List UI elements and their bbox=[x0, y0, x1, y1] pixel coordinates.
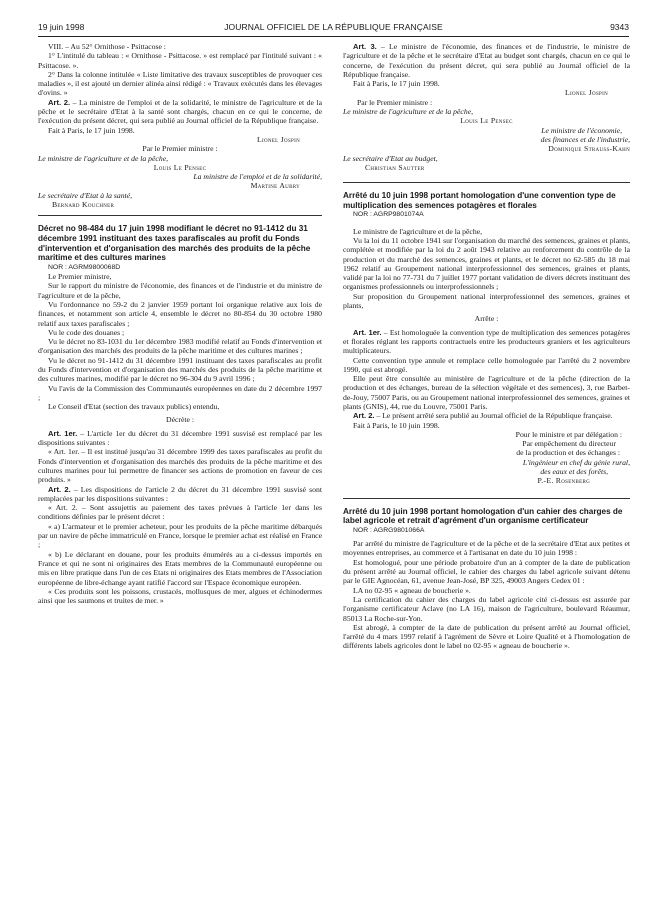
article-label: Art. 2. bbox=[48, 97, 71, 107]
quoted-article: « b) Le déclarant en douane, pour les produits énumérés au a ci-dessus importés en France et qui ne sont ni originaires des Etats membres de la Communauté européenne ou mis en libre pratique dans l'un de ces Etats ni originaires des Etats membres de l'Association européenne de libre-échange ayant ratifié l'accord sur l'Espace économique européen. bbox=[38, 549, 322, 587]
decrete-heading: Décrète : bbox=[166, 415, 194, 425]
paragraph: Le Premier ministre, bbox=[48, 272, 112, 282]
signatory-name: Christian Sautter bbox=[365, 162, 425, 172]
left-column bbox=[38, 42, 322, 605]
paragraph: Vu le décret no 91-1412 du 31 décembre 1991 instituant des taxes parafiscales au profit du Fonds d'intervention et d'organisation des marchés des produits de la pêche maritime et des cultures marines, modifié par le décret no 96-304 du 9 avril 1996 ; bbox=[38, 355, 322, 384]
signatory-name: Dominique Strauss-Kahn bbox=[548, 144, 630, 154]
paragraph: Vu la loi du 11 octobre 1941 sur l'organisation du marché des semences, graines et plants, complétée et modifiée par la loi du 2 août 1943 relative au renforcement du contrôle de la production et du marché des semences, graines et plants, et le décret no 62-585 du 18 mai 1962 relatif au Groupement national interprofessionnel des semences, graines et plants, validé par la loi no 77-731 du 7 juillet 1977 portant validation de divers décrets instituant des organismes professionnels ou interprofessionnels ; bbox=[343, 235, 630, 292]
fait-line: Fait à Paris, le 10 juin 1998. bbox=[353, 420, 440, 430]
article-label: Art. 2. bbox=[353, 411, 375, 421]
article-label: Art. 3. bbox=[353, 42, 377, 51]
par-line: Par le Premier ministre : bbox=[357, 97, 433, 107]
paragraph: Vu le décret no 83-1031 du 1er décembre 1983 modifié relatif au Fonds d'intervention et d'organisation des marchés des produits de la pêche maritime et des cultures marines ; bbox=[38, 337, 322, 356]
signatory-title: Le secrétaire d'Etat à la santé, bbox=[38, 190, 133, 200]
paragraph: VIII. – Au 52° Ornithose - Psittacose : bbox=[48, 42, 166, 51]
paragraph: Le Conseil d'Etat (section des travaux publics) entendu, bbox=[48, 402, 220, 412]
paragraph: 2° Dans la colonne intitulée « Liste limitative des travaux susceptibles de provoquer ces maladies », il est ajouté un dernier alinéa ainsi rédigé : « Travaux exécutés dans les élevages d'ovins. » bbox=[38, 69, 322, 98]
signatory-title: Le ministre de l'agriculture et de la pêche, bbox=[38, 153, 169, 163]
header-page-number: 9343 bbox=[610, 22, 629, 32]
quoted-article: « Art. 1er. – Il est institué jusqu'au 31 décembre 1999 des taxes parafiscales au profit du Fonds d'intervention et d'organisation des marchés des produits de la pêche maritime et des cultures marines pour lui permettre de financer ses actions de promotion en faveur de ces produits. » bbox=[38, 447, 322, 485]
signatory-name: P.-E. Rosenberg bbox=[537, 476, 590, 486]
delegation-line: Par empêchement du directeur bbox=[522, 439, 616, 449]
article-text: – Est homologuée la convention type de multiplication des semences potagères et florales réglant les rapports contractuels entre les producteurs graniers et les agriculteurs multiplicateurs. bbox=[343, 327, 631, 356]
signature-name: Lionel Jospin bbox=[257, 134, 300, 144]
fait-line: Fait à Paris, le 17 juin 1998. bbox=[48, 125, 135, 135]
delegation-line: de la production et des échanges : bbox=[516, 448, 620, 458]
paragraph: Est abrogé, à compter de la date de publication du présent arrêté au Journal officiel, l'arrêté du 4 mars 1997 relatif à l'agrément de Sèvre et Loire Qualité et à l'homologation de différents labels agricoles dont le label no 02-95 « agneau de boucherie ». bbox=[343, 622, 630, 651]
fait-line: Fait à Paris, le 17 juin 1998. bbox=[353, 79, 440, 89]
signatory-title: La ministre de l'emploi et de la solidarité, bbox=[193, 172, 322, 182]
signatory-title: des finances et de l'industrie, bbox=[540, 134, 630, 144]
signatory-name: Louis Le Pensec bbox=[153, 162, 207, 172]
signatory-name: Louis Le Pensec bbox=[460, 116, 513, 126]
paragraph: LA no 02-95 « agneau de boucherie ». bbox=[353, 585, 471, 595]
section-divider bbox=[343, 498, 630, 499]
signatory-title: Le ministre de l'économie, bbox=[541, 125, 622, 135]
nor-reference: NOR : AGRM9800068D bbox=[48, 263, 121, 271]
article-paragraph bbox=[343, 411, 630, 420]
arrete-title: Arrêté du 10 juin 1998 portant homologation d'une convention type de multiplication des semences potagères et florales bbox=[343, 191, 616, 210]
quoted-article: « Art. 2. – Sont assujettis au paiement des taxes prévues à l'article 1er dans les conditions définies par le présent décret : bbox=[38, 503, 322, 522]
nor-reference: NOR : AGRG9801066A bbox=[353, 526, 425, 534]
paragraph: Cette convention type annule et remplace celle homologuée par l'arrêté du 2 novembre 1990, qui est abrogé. bbox=[343, 355, 630, 374]
nor-reference: NOR : AGRP9801074A bbox=[353, 211, 424, 219]
delegation-line: Pour le ministre et par délégation : bbox=[515, 429, 622, 439]
article-paragraph bbox=[38, 429, 322, 448]
paragraph: 1° L'intitulé du tableau : « Ornithose - Psittacose. » est remplacé par l'intitulé suivant : « Psittacose. ». bbox=[38, 51, 322, 70]
signatory-name: Bernard Kouchner bbox=[52, 200, 115, 210]
section-divider bbox=[343, 182, 630, 183]
right-column bbox=[343, 42, 630, 651]
arrete-heading: Arrête : bbox=[474, 314, 499, 324]
quoted-article: « a) L'armateur et le premier acheteur, pour les produits de la pêche maritime débarqués par un navire de pêche immatriculé en France, lorsque le premier achat est réalisé en France ; bbox=[38, 521, 322, 550]
arrete-title: Arrêté du 10 juin 1998 portant homologation d'un cahier des charges de label agricole et retrait d'agrément d'un organisme certificateur bbox=[343, 506, 623, 526]
paragraph: Sur proposition du Groupement national interprofessionnel des semences, graines et plants, bbox=[343, 291, 630, 311]
article-paragraph bbox=[343, 42, 630, 79]
delegation-line: L'ingénieur en chef du génie rural, bbox=[522, 457, 630, 467]
header-journal-title: JOURNAL OFFICIEL DE LA RÉPUBLIQUE FRANÇAISE bbox=[224, 22, 443, 32]
paragraph: Par arrêté du ministre de l'agriculture et de la pêche et de la secrétaire d'Etat aux petites et moyennes entreprises, au commerce et à l'artisanat en date du 10 juin 1998 : bbox=[343, 539, 630, 558]
quoted-article: « Ces produits sont les poissons, crustacés, mollusques de mer, algues et échinodermes ainsi que les saumons et truites de mer. » bbox=[38, 586, 322, 606]
article-label: Art. 1er. bbox=[353, 327, 382, 337]
article-text: – Les dispositions de l'article 2 du décret du 31 décembre 1991 susvisé sont remplacées par les dispositions suivantes : bbox=[38, 484, 322, 503]
par-line: Par le Premier ministre : bbox=[142, 144, 218, 154]
header-rule bbox=[38, 36, 629, 37]
article-text: – Le ministre de l'économie, des finances et de l'industrie, le ministre de l'agriculture et de la pêche et le secrétaire d'Etat au budget sont chargés, chacun en ce qui le concerne, de l'exécution du présent décret, qui sera publié au Journal officiel de la République française. bbox=[343, 42, 630, 79]
signatory-title: Le secrétaire d'Etat au budget, bbox=[343, 153, 438, 163]
decree-title: Décret no 98-484 du 17 juin 1998 modifiant le décret no 91-1412 du 31 décembre 1991 instituant des taxes parafiscales au profit du Fonds d'intervention et d'organisation des marchés des produits de la pêche maritime et des cultures marines bbox=[38, 224, 311, 263]
article-paragraph bbox=[343, 328, 630, 356]
paragraph: Vu l'ordonnance no 59-2 du 2 janvier 1959 portant loi organique relative aux lois de finances, et notamment son article 4, ensemble le décret no 80-854 du 30 octobre 1980 relatif aux taxes parafiscales ; bbox=[38, 299, 322, 328]
header-date: 19 juin 1998 bbox=[38, 22, 85, 32]
paragraph: La certification du cahier des charges du label agricole cité ci-dessus est assurée par l'organisme certificateur Aclave (no LA 16), maison de l'agriculture, boulevard Réaumur, 85013 La Roche-sur-Yon. bbox=[343, 594, 630, 623]
paragraph: Vu l'avis de la Commission des Communautés européennes en date du 2 décembre 1997 ; bbox=[38, 383, 322, 402]
article-label: Art. 2. bbox=[48, 484, 71, 494]
paragraph: Est homologué, pour une période probatoire d'un an à compter de la date de publication du présent arrêté au Journal officiel, le cahier des charges du label agricole suivant détenu par le GIE Agnocéan, 61, avenue Jean-José, BP 325, 49003 Angers Cedex 01 : bbox=[343, 557, 630, 586]
article-paragraph bbox=[38, 98, 322, 126]
article-paragraph bbox=[38, 485, 322, 504]
paragraph: Vu le code des douanes ; bbox=[48, 327, 125, 337]
paragraph: Le ministre de l'agriculture et de la pêche, bbox=[353, 226, 483, 236]
signatory-name: Martine Aubry bbox=[250, 181, 300, 191]
signatory-title: Le ministre de l'agriculture et de la pêche, bbox=[343, 107, 474, 117]
paragraph: Elle peut être consultée au ministère de l'agriculture et de la pêche (direction de la production et des échanges, bureau de la sélection végétale et des semences), 3, rue Barbet-de-Jouy, 75007 Paris, ou au Groupement national interprofessionnel des semences, graines et plants (GNIS), 44, rue du Louvre, 75001 Paris. bbox=[343, 374, 630, 411]
article-text: – Le présent arrêté sera publié au Journal officiel de la République française. bbox=[374, 411, 613, 421]
article-label: Art. 1er. bbox=[48, 428, 78, 438]
page-header bbox=[38, 22, 629, 36]
paragraph: Sur le rapport du ministre de l'économie, des finances et de l'industrie et du ministre de l'agriculture et de la pêche, bbox=[38, 281, 322, 300]
article-text: – L'article 1er du décret du 31 décembre 1991 susvisé est remplacé par les dispositions suivantes : bbox=[38, 428, 323, 448]
signature-name: Lionel Jospin bbox=[565, 88, 608, 98]
section-divider bbox=[38, 215, 322, 216]
delegation-line: des eaux et des forêts, bbox=[540, 467, 608, 477]
article-text: – La ministre de l'emploi et de la solidarité, le ministre de l'agriculture et de la pêche et le secrétaire d'Etat à la santé sont chargés, chacun en ce qui le concerne, de l'exécution du présent décret, qui sera publié au Journal officiel de la République française. bbox=[38, 97, 322, 126]
